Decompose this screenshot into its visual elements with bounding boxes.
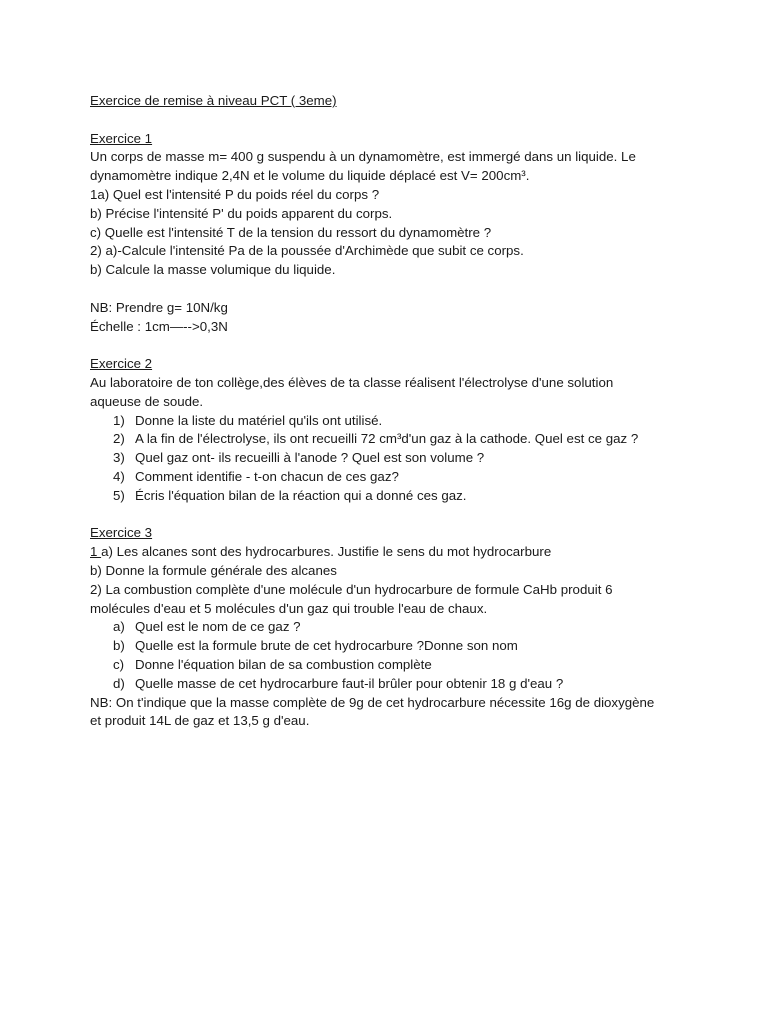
ex1-line: b) Calcule la masse volumique du liquide. bbox=[90, 262, 336, 278]
ex1-line: 1a) Quel est l'intensité P du poids réel du corps ? bbox=[90, 186, 380, 202]
ex1-note-scale: Échelle : 1cm—-->0,3N bbox=[90, 318, 228, 334]
ex2-list-item bbox=[90, 430, 690, 449]
question-text: a) Les alcanes sont des hydrocarbures. Justifie le sens du mot hydrocarbure bbox=[101, 544, 552, 560]
exercise-1-heading: Exercice 1 bbox=[90, 130, 153, 146]
exercise-2-heading: Exercice 2 bbox=[90, 356, 153, 372]
ex2-list-item bbox=[90, 449, 690, 468]
ex3-question-1a bbox=[90, 543, 690, 562]
list-item-text: Donne l'équation bilan de sa combustion complète bbox=[135, 656, 432, 672]
list-item-text: Comment identifie - t-on chacun de ces gaz? bbox=[135, 468, 399, 484]
ex1-line: dynamomètre indique 2,4N et le volume du liquide déplacé est V= 200cm³. bbox=[90, 168, 530, 184]
document-body bbox=[90, 92, 690, 731]
ex3-note-line: et produit 14L de gaz et 13,5 g d'eau. bbox=[90, 713, 310, 729]
ex3-list-item bbox=[90, 675, 690, 694]
ex3-list-item bbox=[90, 656, 690, 675]
list-item-text: Quel est le nom de ce gaz ? bbox=[135, 619, 301, 635]
list-letter: d) bbox=[113, 675, 125, 691]
ex3-list-item bbox=[90, 637, 690, 656]
ex1-note-gravity: NB: Prendre g= 10N/kg bbox=[90, 299, 228, 315]
list-letter: c) bbox=[113, 656, 125, 672]
list-item-text: Écris l'équation bilan de la réaction qui a donné ces gaz. bbox=[135, 487, 467, 503]
ex2-intro-line: Au laboratoire de ton collège,des élèves de ta classe réalisent l'électrolyse d'une solution bbox=[90, 374, 614, 390]
list-number: 4) bbox=[113, 468, 125, 484]
ex1-line: c) Quelle est l'intensité T de la tension du ressort du dynamomètre ? bbox=[90, 224, 492, 240]
list-letter: b) bbox=[113, 638, 125, 654]
spacer bbox=[90, 280, 690, 299]
ex3-list-item bbox=[90, 618, 690, 637]
ex1-line: Un corps de masse m= 400 g suspendu à un dynamomètre, est immergé dans un liquide. Le bbox=[90, 149, 636, 165]
ex3-question-2-line: molécules d'eau et 5 molécules d'un gaz qui trouble l'eau de chaux. bbox=[90, 600, 488, 616]
list-item-text: Donne la liste du matériel qu'ils ont utilisé. bbox=[135, 412, 383, 428]
ex2-list-item bbox=[90, 468, 690, 487]
list-number: 1) bbox=[113, 412, 125, 428]
question-number: 1 bbox=[90, 544, 102, 560]
list-item-text: Quelle masse de cet hydrocarbure faut-il brûler pour obtenir 18 g d'eau ? bbox=[135, 675, 564, 691]
list-number: 2) bbox=[113, 431, 125, 447]
exercise-3-heading: Exercice 3 bbox=[90, 525, 153, 541]
list-letter: a) bbox=[113, 619, 125, 635]
ex2-list-item bbox=[90, 487, 690, 506]
spacer bbox=[90, 506, 690, 525]
document-title: Exercice de remise à niveau PCT ( 3eme) bbox=[90, 93, 337, 108]
spacer bbox=[90, 336, 690, 355]
ex2-intro-line: aqueuse de soude. bbox=[90, 393, 204, 409]
ex3-note-line: NB: On t'indique que la masse complète de 9g de cet hydrocarbure nécessite 16g de dioxygène bbox=[90, 694, 655, 710]
ex1-line: 2) a)-Calcule l'intensité Pa de la poussée d'Archimède que subit ce corps. bbox=[90, 243, 524, 259]
spacer bbox=[90, 111, 690, 130]
ex3-question-1b: b) Donne la formule générale des alcanes bbox=[90, 562, 337, 578]
ex2-list-item bbox=[90, 412, 690, 431]
ex1-line: b) Précise l'intensité P' du poids apparent du corps. bbox=[90, 205, 393, 221]
list-item-text: A la fin de l'électrolyse, ils ont recueilli 72 cm³d'un gaz à la cathode. Quel est ce gaz ? bbox=[135, 431, 639, 447]
list-number: 5) bbox=[113, 487, 125, 503]
list-item-text: Quel gaz ont- ils recueilli à l'anode ? Quel est son volume ? bbox=[135, 450, 485, 466]
list-item-text: Quelle est la formule brute de cet hydrocarbure ?Donne son nom bbox=[135, 638, 518, 654]
list-number: 3) bbox=[113, 450, 125, 466]
ex3-question-2-line: 2) La combustion complète d'une molécule d'un hydrocarbure de formule CaHb produit 6 bbox=[90, 581, 613, 597]
